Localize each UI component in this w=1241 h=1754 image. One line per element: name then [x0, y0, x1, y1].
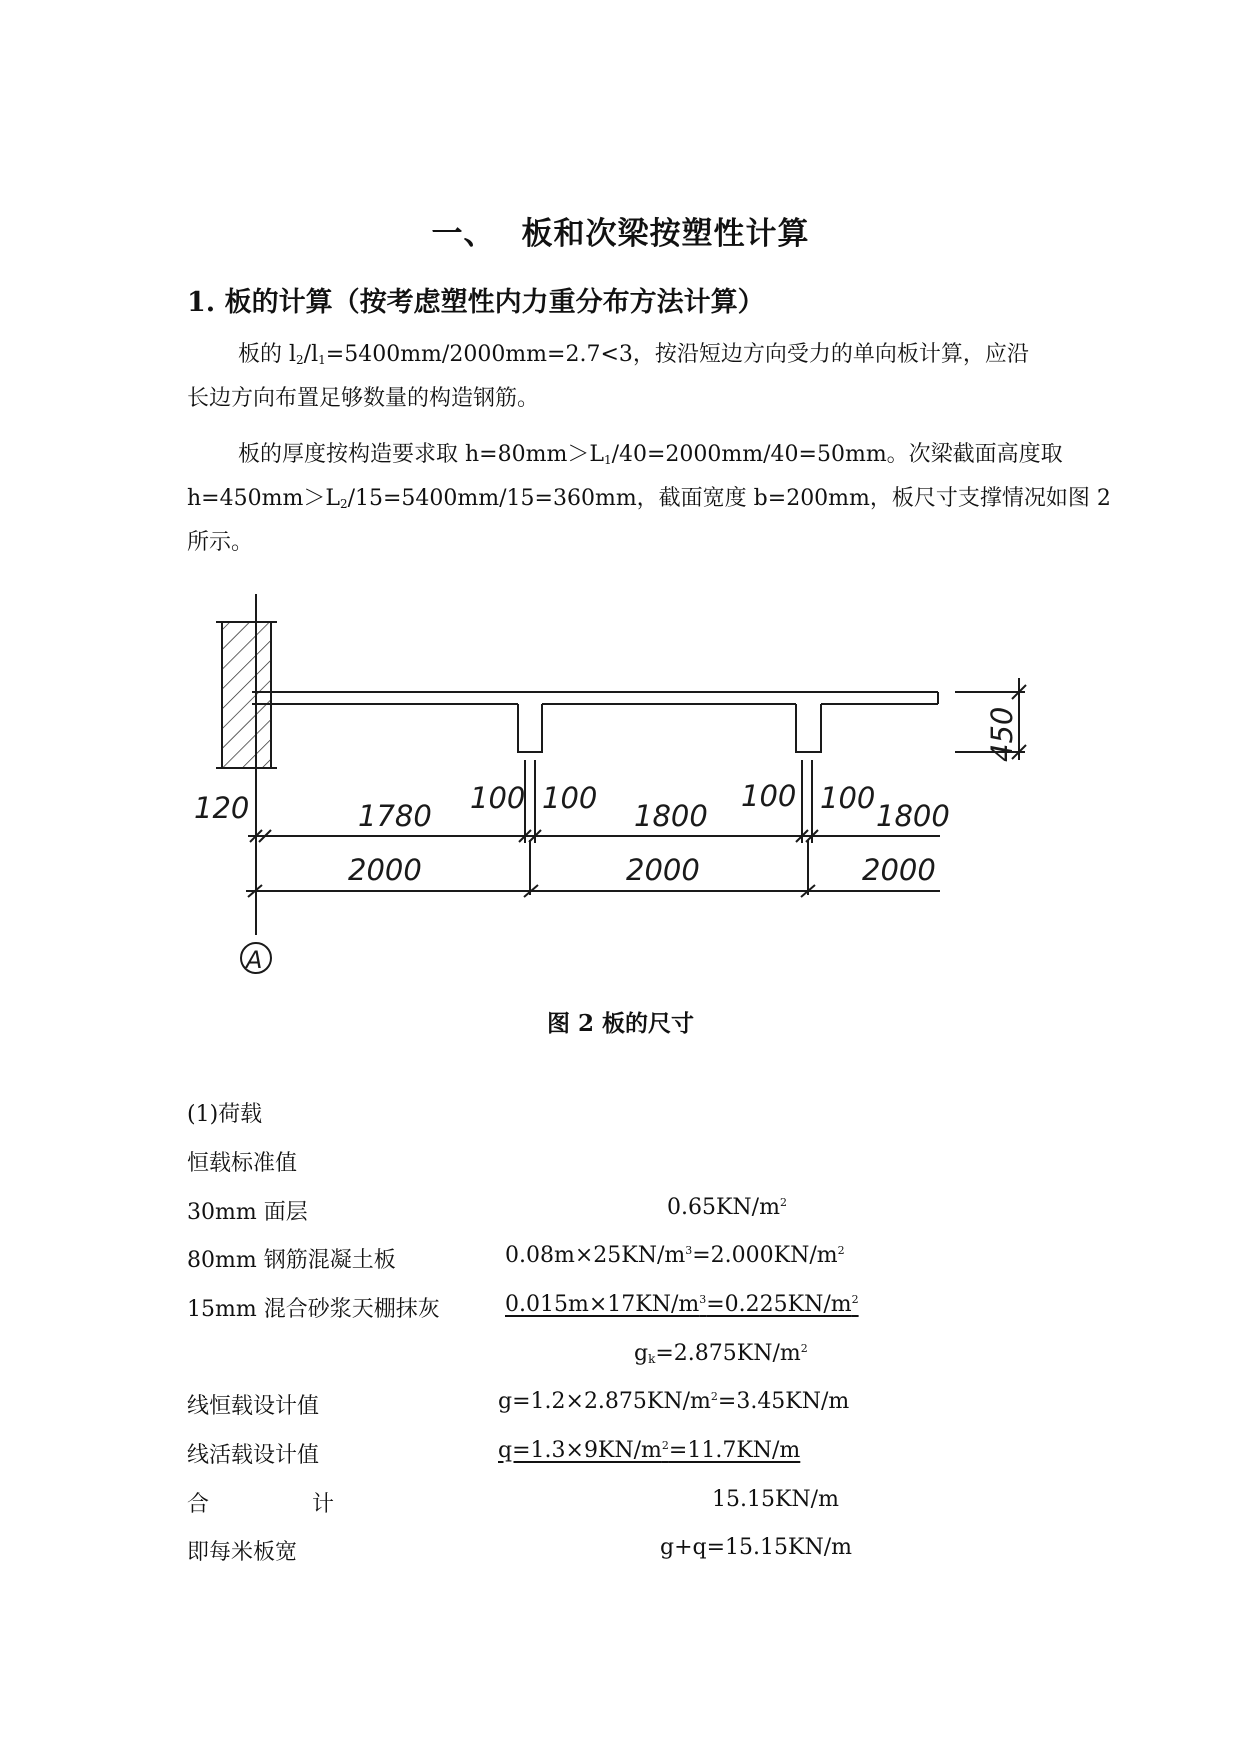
figure-caption: 图 2 板的尺寸 [546, 1010, 695, 1037]
dim-450: 450 [985, 706, 1019, 762]
wall-hatch [222, 622, 271, 768]
per-meter-value: g+q=15.15KN/m [660, 1535, 852, 1560]
loads-title: (1)荷载 [187, 1102, 263, 1127]
load-row-label: 30mm 面层 [187, 1200, 308, 1225]
dim-2000-c: 2000 [862, 853, 936, 887]
live-design-label: 线活载设计值 [187, 1443, 320, 1468]
load-row-value: $0.015m\times 17KN/m^3=0.225KN/m^2$ [505, 1292, 859, 1317]
gk-total: $g_k=2.875KN/m^2$ [634, 1341, 808, 1366]
load-row-value: $0.65KN/m^2$ [667, 1195, 787, 1220]
dim-2000-b: 2000 [626, 853, 700, 887]
dim-120: 120 [194, 791, 250, 825]
beam-2 [796, 704, 821, 752]
section-title: 1. 板的计算（按考虑塑性内力重分布方法计算） [187, 287, 765, 318]
load-row-label: 80mm 钢筋混凝土板 [187, 1248, 396, 1273]
chapter-number: 一、 [431, 216, 496, 252]
paragraph-1-line-1: 板的 $l_2/l_1=5400mm/2000mm=2.7<3$，按沿短边方向受力的单向板计算，应沿 [238, 342, 1029, 367]
dead-design-value: $g=1.2\times 2.875KN/m^2=3.45KN/m$ [498, 1389, 850, 1414]
load-row-label: 15mm 混合砂浆天棚抹灰 [187, 1297, 440, 1322]
per-meter-label: 即每米板宽 [187, 1540, 298, 1565]
total-label-a: 合 [187, 1492, 210, 1517]
paragraph-2-line-2: $h=450mm>L_2/15=5400mm/15=360mm$，截面宽度 b=200mm，板尺寸支撑情况如图 2 [187, 486, 1111, 511]
paragraph-1-line-2: 长边方向布置足够数量的构造钢筋。 [187, 386, 540, 411]
total-value: 15.15KN/m [712, 1487, 839, 1512]
axis-label-a: A [246, 946, 263, 974]
live-design-value: $q=1.3\times 9KN/m^2=11.7KN/m$ [498, 1438, 801, 1463]
dim-100-d: 100 [820, 781, 876, 815]
paragraph-2-line-1: 板的厚度按构造要求取 $h=80mm>L_1/40=2000mm/40=50mm$。次梁截面高度取 [238, 442, 1063, 467]
dim-1800-a: 1800 [634, 799, 708, 833]
dead-design-label: 线恒载设计值 [187, 1394, 320, 1419]
dead-load-standard-label: 恒载标准值 [187, 1151, 298, 1176]
load-row-value: $0.08m\times 25KN/m^3=2.000KN/m^2$ [505, 1243, 845, 1268]
chapter-title: 板和次梁按塑性计算 [521, 216, 810, 252]
dim-1800-b: 1800 [876, 799, 950, 833]
dim-2000-a: 2000 [348, 853, 422, 887]
paragraph-2-line-3: 所示。 [187, 530, 254, 555]
beam-1 [518, 704, 542, 752]
dim-100-a: 100 [470, 781, 526, 815]
dim-1780: 1780 [358, 799, 432, 833]
total-label-b: 计 [312, 1492, 335, 1517]
dim-100-c: 100 [741, 779, 797, 813]
dim-100-b: 100 [542, 781, 598, 815]
